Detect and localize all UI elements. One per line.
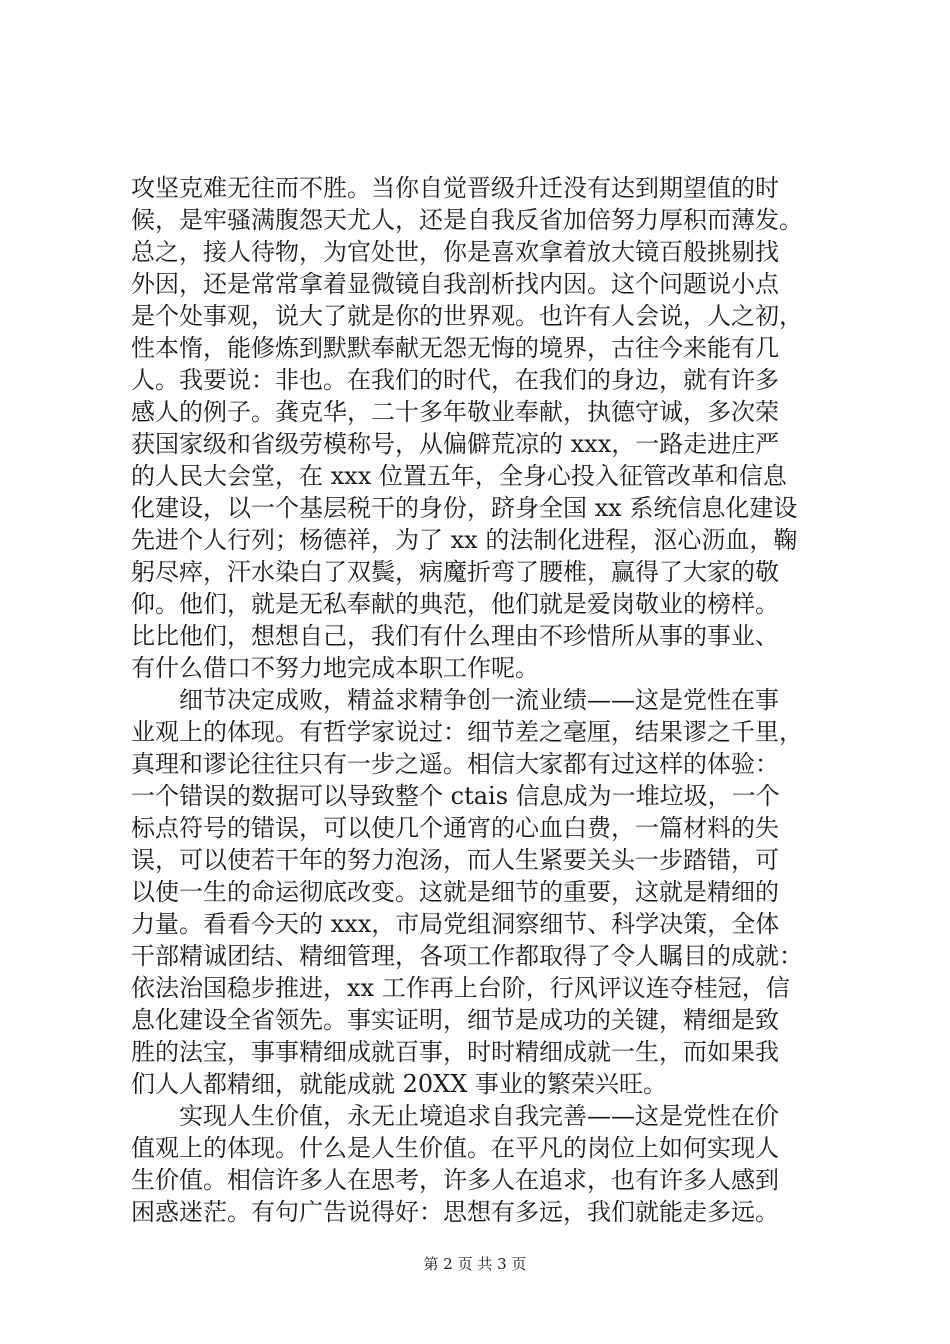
text-line: 生价值。相信许多人在思考，许多人在追求，也有许多人感到 [131,1166,779,1194]
body-text [131,172,831,1228]
text-line: 细节决定成败，精益求精争创一流业绩——这是党性在事 [131,686,779,714]
text-line: 人。我要说：非也。在我们的时代，在我们的身边，就有许多 [131,366,779,394]
text-line: 业观上的体现。有哲学家说过：细节差之毫厘，结果谬之千里， [131,718,803,746]
text-line: 的人民大会堂，在 xxx 位置五年，全身心投入征管改革和信息 [131,462,787,490]
text-line: 先进个人行列；杨德祥，为了 xx 的法制化进程，沤心沥血，鞠 [131,526,798,554]
text-line: 有什么借口不努力地完成本职工作呢。 [131,654,539,682]
text-line: 力量。看看今天的 xxx，市局党组洞察细节、科学决策，全体 [131,910,780,938]
text-line: 化建设，以一个基层税干的身份，跻身全国 xx 系统信息化建设 [131,494,798,522]
text-line: 实现人生价值，永无止境追求自我完善——这是党性在价 [131,1102,779,1130]
text-line: 性本惰，能修炼到默默奉献无怨无悔的境界，古往今来能有几 [131,334,779,362]
text-line: 躬尽瘁，汗水染白了双鬓，病魔折弯了腰椎，赢得了大家的敬 [131,558,779,586]
text-line: 总之，接人待物，为官处世，你是喜欢拿着放大镜百般挑剔找 [131,238,779,266]
text-line: 值观上的体现。什么是人生价值。在平凡的岗位上如何实现人 [131,1134,779,1162]
text-line: 们人人都精细，就能成就 20XX 事业的繁荣兴旺。 [131,1070,667,1098]
text-line: 干部精诚团结、精细管理，各项工作都取得了令人瞩目的成就： [131,942,803,970]
text-line: 感人的例子。龚克华，二十多年敬业奉献，执德守诚，多次荣 [131,398,779,426]
page-footer: 第 2 页 共 3 页 [423,1255,527,1273]
text-line: 仰。他们，就是无私奉献的典范，他们就是爱岗敬业的榜样。 [131,590,779,618]
text-line: 是个处事观，说大了就是你的世界观。也许有人会说，人之初， [131,302,803,330]
text-line: 标点符号的错误，可以使几个通宵的心血白费，一篇材料的失 [131,814,779,842]
text-line: 困惑迷茫。有句广告说得好：思想有多远，我们就能走多远。 [131,1198,779,1226]
text-line: 攻坚克难无往而不胜。当你自觉晋级升迁没有达到期望值的时 [131,174,779,202]
text-line: 外因，还是常常拿着显微镜自我剖析找内因。这个问题说小点 [131,270,779,298]
text-line: 比比他们，想想自己，我们有什么理由不珍惜所从事的事业、 [131,622,779,650]
text-line: 误，可以使若干年的努力泡汤，而人生紧要关头一步踏错，可 [131,846,779,874]
text-line: 以使一生的命运彻底改变。这就是细节的重要，这就是精细的 [131,878,779,906]
text-line: 获国家级和省级劳模称号，从偏僻荒凉的 xxx，一路走进庄严 [131,430,780,458]
text-line: 一个错误的数据可以导致整个 ctais 信息成为一堆垃圾，一个 [131,782,780,810]
text-line: 候，是牢骚满腹怨天尤人，还是自我反省加倍努力厚积而薄发。 [131,206,803,234]
text-line: 依法治国稳步推进，xx 工作再上台阶，行风评议连夺桂冠，信 [131,974,790,1002]
text-line: 真理和谬论往往只有一步之遥。相信大家都有过这样的体验： [131,750,779,778]
text-line: 息化建设全省领先。事实证明，细节是成功的关键，精细是致 [131,1006,779,1034]
text-line: 胜的法宝，事事精细成就百事，时时精细成就一生，而如果我 [131,1038,779,1066]
